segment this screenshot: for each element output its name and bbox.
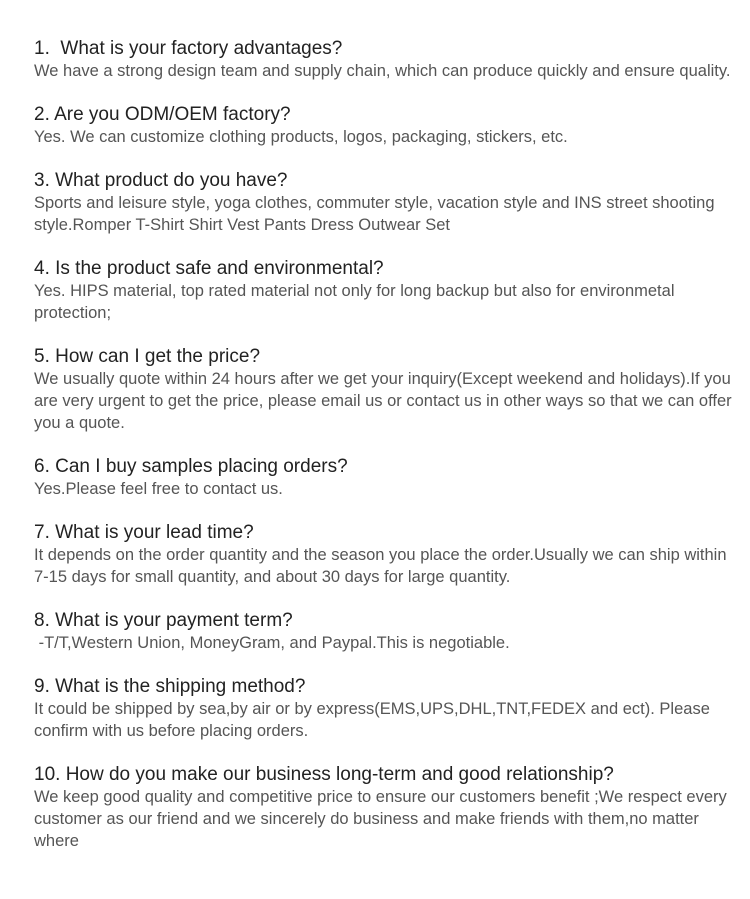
faq-answer: We keep good quality and competitive price to ensure our customers benefit ;We respect every customer as our friend and we sincerely do business and make friends with them,no matter where bbox=[34, 788, 732, 850]
faq-item-10 bbox=[34, 764, 734, 852]
faq-question: 8. What is your payment term? bbox=[34, 610, 293, 631]
faq-answer: Yes. We can customize clothing products, logos, packaging, stickers, etc. bbox=[34, 128, 568, 146]
faq-item-6 bbox=[34, 456, 734, 500]
faq-answer: It depends on the order quantity and the season you place the order.Usually we can ship within 7-15 days for small quantity, and about 30 days for large quantity. bbox=[34, 546, 732, 586]
faq-item-5 bbox=[34, 346, 737, 434]
faq-answer: We have a strong design team and supply chain, which can produce quickly and ensure quality. bbox=[34, 62, 731, 80]
faq-question: 6. Can I buy samples placing orders? bbox=[34, 456, 348, 477]
faq-answer: Yes.Please feel free to contact us. bbox=[34, 480, 283, 498]
faq-item-4 bbox=[34, 258, 734, 324]
faq-question: 7. What is your lead time? bbox=[34, 522, 254, 543]
faq-question: 10. How do you make our business long-term and good relationship? bbox=[34, 764, 614, 785]
faq-item-3 bbox=[34, 170, 734, 236]
faq-answer: Sports and leisure style, yoga clothes, commuter style, vacation style and INS street shooting style.Romper T-Shirt Shirt Vest Pants Dress Outwear Set bbox=[34, 194, 720, 234]
faq-question: 9. What is the shipping method? bbox=[34, 676, 306, 697]
faq-question: 1. What is your factory advantages? bbox=[34, 38, 343, 59]
faq-item-7 bbox=[34, 522, 734, 588]
faq-question: 2. Are you ODM/OEM factory? bbox=[34, 104, 291, 125]
faq-item-1 bbox=[34, 38, 734, 82]
faq-item-2 bbox=[34, 104, 734, 148]
faq-answer: It could be shipped by sea,by air or by express(EMS,UPS,DHL,TNT,FEDEX and ect). Please confirm with us before placing orders. bbox=[34, 700, 715, 740]
faq-item-9 bbox=[34, 676, 734, 742]
faq-list bbox=[34, 38, 737, 874]
faq-question: 3. What product do you have? bbox=[34, 170, 288, 191]
faq-answer: We usually quote within 24 hours after we get your inquiry(Except weekend and holidays).If you are very urgent to get the price, please email us or contact us in other ways so that we can offer you a quote. bbox=[34, 370, 737, 432]
faq-answer: Yes. HIPS material, top rated material not only for long backup but also for environmetal protection; bbox=[34, 282, 680, 322]
faq-question: 5. How can I get the price? bbox=[34, 346, 261, 367]
faq-answer: -T/T,Western Union, MoneyGram, and Paypal.This is negotiable. bbox=[34, 634, 510, 652]
faq-question: 4. Is the product safe and environmental? bbox=[34, 258, 384, 279]
faq-item-8 bbox=[34, 610, 734, 654]
